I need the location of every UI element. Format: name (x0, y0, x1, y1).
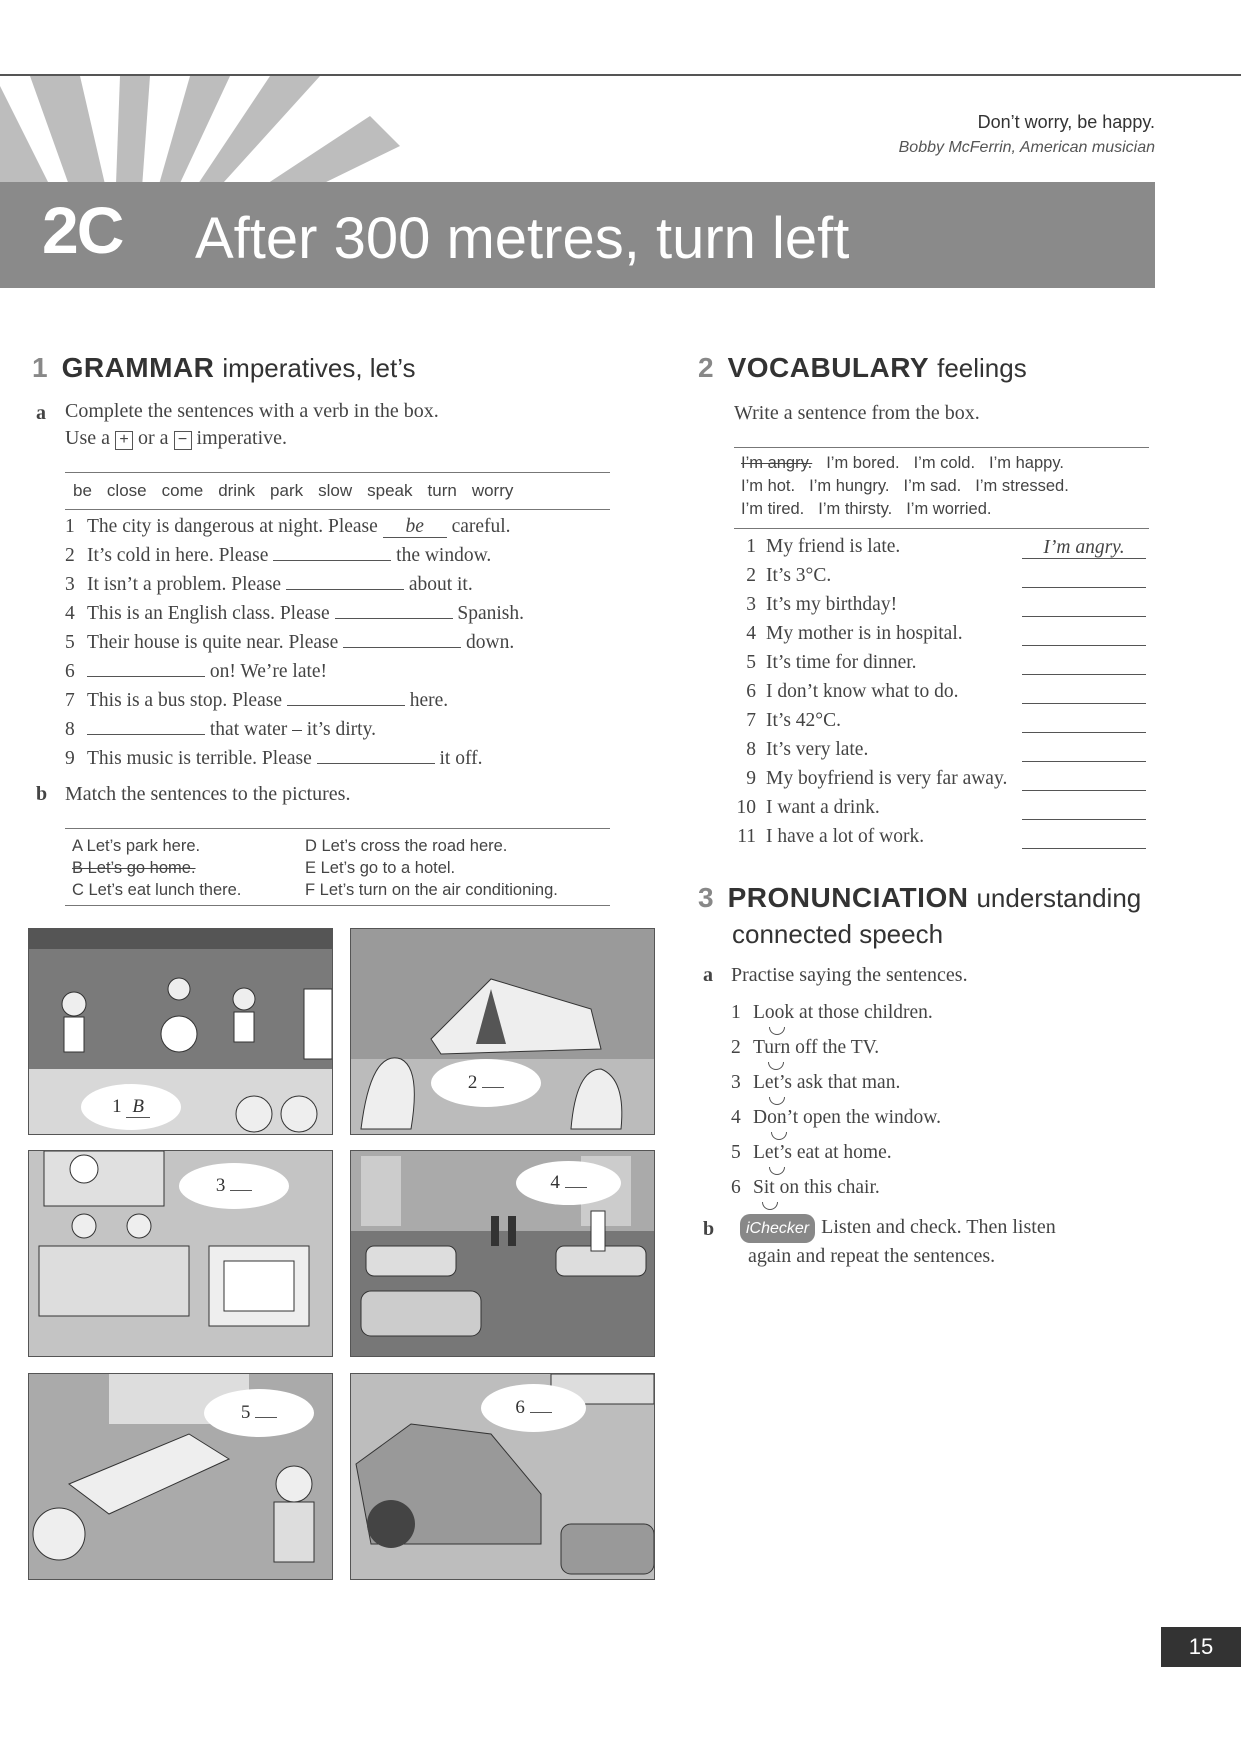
linked-word: at (794, 1002, 814, 1023)
section-number: 3 (698, 882, 714, 913)
verb-word: speak (367, 481, 413, 500)
sentence-number: 6 (731, 1177, 741, 1198)
linked-word: Look (753, 998, 794, 1027)
sentence-text: It isn’t a problem. Please (87, 574, 282, 595)
picture-number: 1 (112, 1096, 122, 1117)
verb-word: drink (218, 481, 256, 500)
feeling-phrase: I’m tired. (741, 500, 805, 518)
minus-box-icon: − (174, 431, 192, 450)
answer-blank[interactable] (87, 718, 205, 735)
feelings-list (741, 452, 1083, 521)
pronunciation-row (731, 1173, 1151, 1208)
vocabulary-row (726, 735, 1156, 764)
answer-blank[interactable] (1022, 770, 1146, 791)
pronunciation-sentences (731, 998, 1151, 1208)
feelings-line (741, 498, 1083, 521)
vocabulary-row (726, 619, 1156, 648)
picture-number: 4 (550, 1172, 560, 1193)
sentence-text: This music is terrible. Please (87, 748, 312, 769)
speech-bubble (179, 1163, 289, 1209)
verb-list (65, 481, 513, 500)
picture-6-car (350, 1373, 655, 1580)
match-right-column (305, 835, 558, 901)
answer-blank[interactable] (1022, 596, 1146, 617)
item-number: 1 (746, 536, 756, 557)
instr-mid: or a (137, 427, 169, 449)
match-left-column (72, 835, 241, 901)
sentence-number: 3 (731, 1072, 741, 1093)
answer-blank[interactable] (1022, 828, 1146, 849)
item-number: 2 (746, 565, 756, 586)
answer-blank[interactable] (1022, 799, 1146, 820)
item-text: My mother is in hospital. (766, 623, 963, 644)
picture-1-concert (28, 928, 333, 1135)
listen-line-2: again and repeat the sentences. (748, 1245, 996, 1267)
sentence-text: Their house is quite near. Please (87, 632, 339, 653)
match-box (65, 828, 610, 906)
section-subtitle: feelings (937, 353, 1027, 383)
pronunciation-row (731, 1103, 1151, 1138)
instr-post: imperative. (196, 427, 288, 449)
speech-bubble (481, 1384, 586, 1432)
item-text: I want a drink. (766, 797, 880, 818)
sentence-text: those children. (813, 1002, 933, 1023)
answer-blank[interactable] (1022, 625, 1146, 646)
sentence-number: 3 (65, 574, 75, 595)
vocabulary-row (726, 822, 1156, 851)
match-option: F Let’s turn on the air conditioning. (305, 881, 558, 899)
linked-word: eat (792, 1142, 820, 1163)
sentence-number: 4 (65, 603, 75, 624)
picture-answer (255, 1401, 277, 1418)
feelings-box (734, 447, 1149, 529)
linked-word: open (798, 1107, 841, 1128)
vocabulary-row (726, 590, 1156, 619)
feeling-phrase: I’m hungry. (809, 477, 890, 495)
sentence-text: This is a bus stop. Please (87, 690, 282, 711)
sentence-text: down. (466, 632, 515, 653)
item-text: I have a lot of work. (766, 826, 925, 847)
answer-blank[interactable] (1022, 567, 1146, 588)
picture-4-crossing (350, 1150, 655, 1357)
item-number: 10 (736, 797, 756, 818)
pronunciation-row (731, 998, 1151, 1033)
page-number: 15 (1161, 1627, 1241, 1667)
sentence-row (65, 686, 625, 715)
picture-answer (565, 1171, 587, 1188)
item-number: 5 (746, 652, 756, 673)
feelings-line (741, 452, 1083, 475)
feeling-phrase: I’m sad. (903, 477, 962, 495)
exercise-label-b: b (36, 783, 48, 805)
sentence-text: It’s cold in here. Please (87, 545, 269, 566)
feeling-phrase: I’m worried. (906, 500, 992, 518)
ichecker-badge[interactable]: iChecker (740, 1214, 815, 1243)
item-text: It’s 3°C. (766, 565, 832, 586)
verb-box (65, 472, 610, 510)
answer-blank[interactable] (1022, 712, 1146, 733)
picture-number: 6 (515, 1397, 525, 1418)
sentence-number: 5 (731, 1142, 741, 1163)
sentence-row (65, 512, 625, 541)
sentence-text: the TV. (817, 1037, 880, 1058)
item-number: 9 (746, 768, 756, 789)
match-instructions: Match the sentences to the pictures. (65, 783, 351, 805)
vocabulary-row (726, 793, 1156, 822)
answer-blank[interactable] (343, 631, 461, 648)
item-text: My friend is late. (766, 536, 901, 557)
sentence-row (65, 628, 625, 657)
picture-answer (482, 1071, 504, 1088)
answer-blank[interactable] (335, 602, 453, 619)
feeling-phrase: I’m thirsty. (818, 500, 893, 518)
match-option: C Let’s eat lunch there. (72, 881, 242, 899)
picture-answer (230, 1174, 252, 1191)
linked-word: Sit (753, 1173, 775, 1202)
sentence-number: 9 (65, 748, 75, 769)
picture-answer (530, 1396, 552, 1413)
verb-word: come (161, 481, 204, 500)
answer-blank[interactable]: I’m angry. (1022, 538, 1146, 559)
linked-word: Let’s (753, 1138, 792, 1167)
match-option: E Let’s go to a hotel. (305, 859, 456, 877)
item-number: 8 (746, 739, 756, 760)
verb-word: slow (318, 481, 353, 500)
vocabulary-row (726, 764, 1156, 793)
item-text: It’s time for dinner. (766, 652, 917, 673)
section-subtitle: imperatives, let’s (222, 353, 416, 383)
sentence-row (65, 541, 625, 570)
sentence-number: 2 (731, 1037, 741, 1058)
verb-word: be (73, 481, 92, 500)
speech-bubble (516, 1161, 621, 1205)
grammar-heading (32, 352, 416, 384)
section-title: PRONUNCIATION (727, 882, 969, 913)
feeling-phrase: I’m angry. (741, 454, 813, 472)
pronunciation-row (731, 1138, 1151, 1173)
grammar-instructions (65, 398, 625, 452)
feelings-line (741, 475, 1083, 498)
answer-blank[interactable]: be (383, 517, 447, 538)
exercise-label-a: a (36, 402, 46, 424)
plus-box-icon: + (115, 431, 133, 450)
picture-5-park (28, 1373, 333, 1580)
picture-number: 3 (215, 1175, 226, 1196)
answer-blank[interactable] (87, 660, 205, 677)
sentence-number: 5 (65, 632, 75, 653)
vocabulary-row (726, 532, 1156, 561)
sentence-text: This is an English class. Please (87, 603, 330, 624)
section-number: 1 (32, 352, 48, 383)
sentence-text: it off. (439, 748, 483, 769)
sentence-number: 1 (731, 1002, 741, 1023)
sentence-text: about it. (408, 574, 473, 595)
exercise-label-b: b (703, 1218, 715, 1240)
linked-word: Turn (753, 1033, 790, 1062)
answer-blank[interactable] (287, 689, 405, 706)
sentence-text: that man. (822, 1072, 901, 1093)
answer-blank[interactable] (273, 544, 391, 561)
linked-word: ask (792, 1072, 823, 1093)
section-title: GRAMMAR (61, 352, 215, 383)
vocabulary-heading (698, 352, 1027, 384)
vocabulary-instructions: Write a sentence from the box. (734, 402, 980, 424)
sentence-number: 8 (65, 719, 75, 740)
picture-number: 5 (240, 1402, 251, 1423)
answer-blank[interactable] (1022, 683, 1146, 704)
item-text: It’s my birthday! (766, 594, 898, 615)
listen-instructions (740, 1214, 1160, 1270)
verb-word: close (106, 481, 147, 500)
vocabulary-row (726, 648, 1156, 677)
unit-number: 2C (42, 193, 123, 267)
verb-word: park (270, 481, 304, 500)
grammar-sentences (65, 512, 625, 773)
verb-word: worry (471, 481, 514, 500)
sentence-row (65, 570, 625, 599)
item-text: It’s 42°C. (766, 710, 841, 731)
item-number: 3 (746, 594, 756, 615)
instr-pre: Use a (65, 427, 110, 449)
speech-bubble (431, 1059, 541, 1107)
sentence-row (65, 599, 625, 628)
instruction-line-2 (65, 425, 625, 452)
section-number: 2 (698, 352, 714, 383)
picture-number: 2 (467, 1072, 478, 1093)
sentence-row (65, 657, 625, 686)
item-number: 11 (737, 826, 756, 847)
item-text: My boyfriend is very far away. (766, 768, 1008, 789)
exercise-label-a: a (703, 964, 713, 986)
feeling-phrase: I’m happy. (989, 454, 1064, 472)
linked-word: Let’s (753, 1068, 792, 1097)
linked-word: off (790, 1037, 818, 1058)
sentence-number: 6 (65, 661, 75, 682)
feeling-phrase: I’m bored. (826, 454, 900, 472)
sentence-row (65, 744, 625, 773)
answer-blank[interactable] (317, 747, 435, 764)
sentence-number: 1 (65, 516, 75, 537)
sentence-text: the window. (840, 1107, 941, 1128)
item-text: I don’t know what to do. (766, 681, 959, 702)
picture-2-camping (350, 928, 655, 1135)
feeling-phrase: I’m cold. (913, 454, 976, 472)
section-title: VOCABULARY (727, 352, 930, 383)
vocabulary-row (726, 706, 1156, 735)
sentence-number: 7 (65, 690, 75, 711)
sentence-text: at home. (819, 1142, 892, 1163)
match-option: A Let’s park here. (72, 837, 201, 855)
speech-bubble (81, 1084, 181, 1130)
vocabulary-row (726, 677, 1156, 706)
item-number: 6 (746, 681, 756, 702)
picture-answer: B (126, 1096, 150, 1118)
sentence-text: The city is dangerous at night. Please (87, 516, 378, 537)
quote-author: Bobby McFerrin, American musician (898, 139, 1155, 156)
instruction-line-1: Complete the sentences with a verb in the box. (65, 400, 439, 422)
section-subtitle-2: connected speech (732, 919, 944, 949)
match-option: D Let’s cross the road here. (305, 837, 508, 855)
answer-blank[interactable] (1022, 741, 1146, 762)
sentence-text: careful. (451, 516, 511, 537)
sentence-text: here. (409, 690, 449, 711)
vocabulary-row (726, 561, 1156, 590)
match-option: B Let’s go home. (72, 859, 196, 877)
sentence-text: the window. (396, 545, 492, 566)
sentence-number: 2 (65, 545, 75, 566)
sentence-row (65, 715, 625, 744)
verb-word: turn (427, 481, 457, 500)
vocabulary-items (726, 532, 1156, 851)
feeling-phrase: I’m hot. (741, 477, 796, 495)
item-number: 4 (746, 623, 756, 644)
listen-line-1: Listen and check. Then listen (821, 1216, 1056, 1238)
sentence-text: on! We’re late! (209, 661, 328, 682)
pronunciation-row (731, 1068, 1151, 1103)
quote-block (899, 112, 1155, 157)
pronunciation-heading (698, 880, 1141, 952)
linked-word: Don’t (753, 1103, 798, 1132)
page-title: After 300 metres, turn left (195, 206, 850, 271)
item-number: 7 (746, 710, 756, 731)
item-text: It’s very late. (766, 739, 869, 760)
answer-blank[interactable] (1022, 654, 1146, 675)
sentence-number: 4 (731, 1107, 741, 1128)
sentence-text: Spanish. (457, 603, 525, 624)
pronunciation-instructions: Practise saying the sentences. (731, 964, 968, 986)
pronunciation-row (731, 1033, 1151, 1068)
quote-text: Don’t worry, be happy. (977, 112, 1155, 132)
speech-bubble (204, 1389, 314, 1437)
sentence-text: this chair. (799, 1177, 880, 1198)
picture-3-hot-room (28, 1150, 333, 1357)
linked-word: on (774, 1177, 800, 1198)
feeling-phrase: I’m stressed. (975, 477, 1069, 495)
section-subtitle: understanding (976, 883, 1142, 913)
answer-blank[interactable] (286, 573, 404, 590)
sentence-text: that water – it’s dirty. (209, 719, 376, 740)
